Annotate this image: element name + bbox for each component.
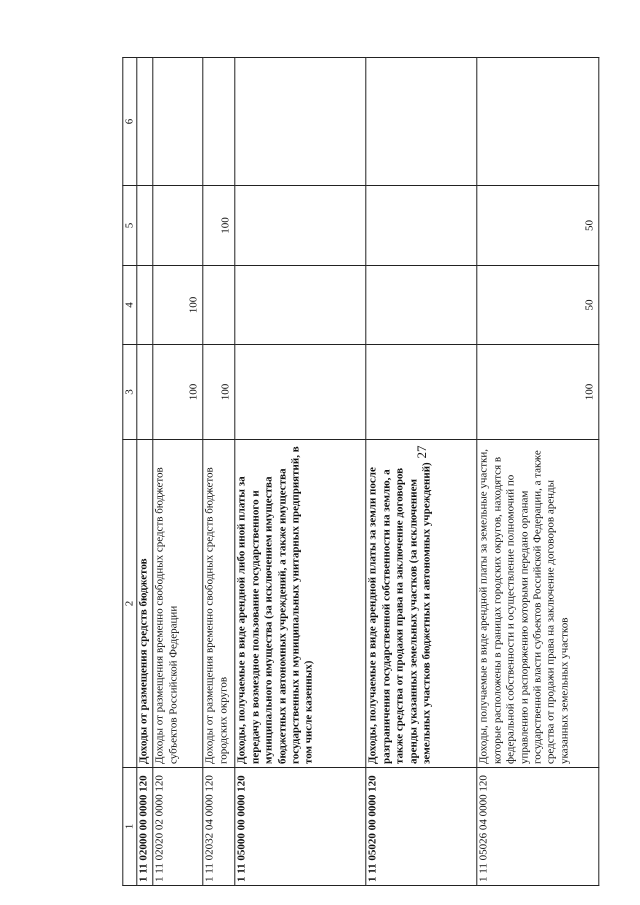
budget-classification-code: 1 11 02032 04 0000 120 (203, 768, 235, 886)
revenue-table-container (122, 58, 599, 886)
budget-classification-code: 1 11 02020 02 0000 120 (153, 768, 203, 886)
value-cell-3 (137, 345, 153, 440)
column-number: 1 (123, 768, 137, 886)
budget-classification-code: 1 11 02000 00 0000 120 (137, 768, 153, 886)
budget-classification-code: 1 11 05020 00 0000 120 (366, 768, 477, 886)
table-row (203, 58, 235, 886)
value-cell-3 (235, 345, 366, 440)
value-cell-3: 100 (153, 345, 203, 440)
budget-classification-code: 1 11 05000 00 0000 120 (235, 768, 366, 886)
table-row (477, 58, 599, 886)
table-row (235, 58, 366, 886)
revenue-name: Доходы, получаемые в виде арендной платы за земли после разграничения государственной собственности на землю, а также средства от продажи права на заключение договоров аренды указанных земельных участков (за исключением земельных участков бюджетных и автономных учреждений) (366, 440, 477, 768)
value-cell-5 (137, 186, 153, 266)
table-row (153, 58, 203, 886)
value-cell-6 (366, 58, 477, 186)
value-cell-5 (366, 186, 477, 266)
value-cell-3: 100 (477, 345, 599, 440)
column-number: 5 (123, 186, 137, 266)
value-cell-4 (137, 266, 153, 345)
value-cell-4 (366, 266, 477, 345)
value-cell-5: 100 (203, 186, 235, 266)
column-number: 6 (123, 58, 137, 186)
revenue-name: Доходы, получаемые в виде арендной платы за земельные участки, которые расположены в границах городских округов, находятся в федеральной собственности и осуществление полномочий по управлению и распоряжению которыми передано органам государственной власти субъектов Российской Федерации, а также средства от продажи права на заключение договоров аренды указанных земельных участков (477, 440, 599, 768)
table-row (137, 58, 153, 886)
value-cell-5 (235, 186, 366, 266)
value-cell-4 (235, 266, 366, 345)
budget-classification-code: 1 11 05026 04 0000 120 (477, 768, 599, 886)
value-cell-5: 50 (477, 186, 599, 266)
value-cell-5 (153, 186, 203, 266)
value-cell-3 (366, 345, 477, 440)
column-number: 3 (123, 345, 137, 440)
value-cell-6 (235, 58, 366, 186)
value-cell-3: 100 (203, 345, 235, 440)
revenue-distribution-table (122, 57, 599, 886)
value-cell-4: 50 (477, 266, 599, 345)
value-cell-6 (153, 58, 203, 186)
value-cell-4 (203, 266, 235, 345)
revenue-name: Доходы от размещения временно свободных средств бюджетов городских округов (203, 440, 235, 768)
value-cell-6 (137, 58, 153, 186)
table-row (366, 58, 477, 886)
column-number: 4 (123, 266, 137, 345)
revenue-name: Доходы от размещения средств бюджетов (137, 440, 153, 768)
column-number-row (123, 58, 137, 886)
page-number: 27 (414, 445, 429, 459)
value-cell-6 (477, 58, 599, 186)
value-cell-6 (203, 58, 235, 186)
revenue-name: Доходы, получаемые в виде арендной либо иной платы за передачу в возмездное пользование государственного и муниципального имущества (за исключением имущества бюджетных и автономных учреждений, а также имущества государственных и муниципальных унитарных предприятий, в том числе казенных) (235, 440, 366, 768)
value-cell-4: 100 (153, 266, 203, 345)
revenue-name: Доходы от размещения временно свободных средств бюджетов субъектов Российской Федерации (153, 440, 203, 768)
column-number: 2 (123, 440, 137, 768)
